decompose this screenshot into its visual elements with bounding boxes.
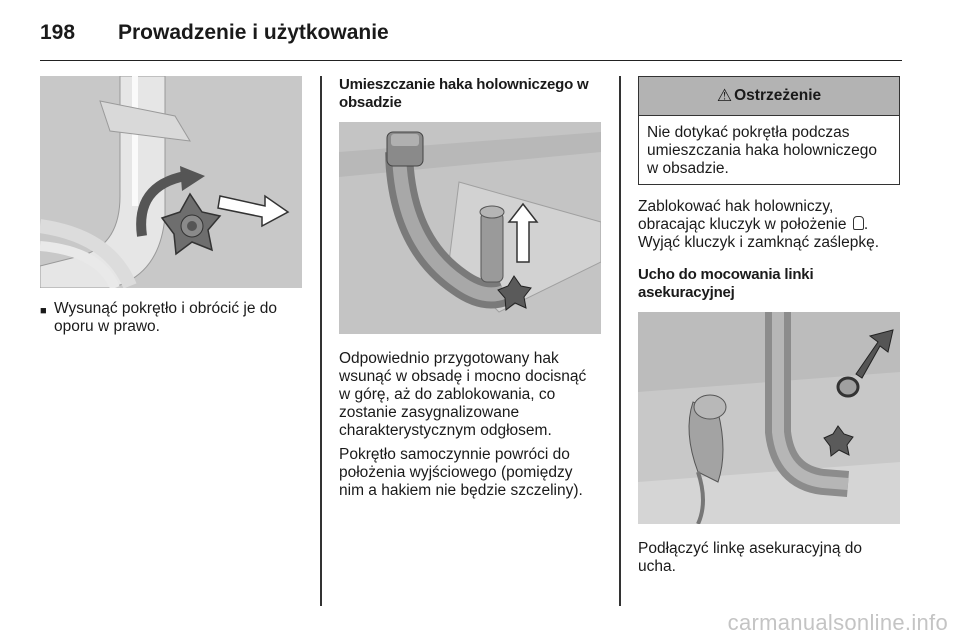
paragraph: Podłączyć linkę asekuracyjną do ucha. <box>638 540 863 575</box>
paragraph <box>638 198 900 252</box>
lock-key-position-icon <box>853 216 864 230</box>
paragraph-part: Wyjąć kluczyk i zamknąć zaślepkę. <box>638 234 880 251</box>
instruction-bullet <box>40 300 302 336</box>
paragraph-part: . <box>863 216 869 233</box>
column-divider <box>619 76 621 606</box>
paragraph: Pokrętło samoczynnie powróci do położenia wyjściowego (pomiędzy nim a hakiem nie będzie szczeliny). <box>339 446 583 499</box>
section-heading: Umieszczanie haka holowniczego w obsadzie <box>339 76 589 111</box>
bullet-mark: ■ <box>40 305 47 317</box>
figure-hook-insert <box>339 122 601 334</box>
column-divider <box>320 76 322 606</box>
warning-body <box>639 116 899 184</box>
watermark: carmanualsonline.info <box>727 610 948 635</box>
column-1 <box>40 76 302 336</box>
page-header <box>40 20 902 61</box>
paragraph: Odpowiednio przygotowany hak wsunąć w obsadę i mocno docisnąć w górę, aż do zablokowania, co zostanie zasygnalizowane charakterystycznym odgłosem. <box>339 350 587 439</box>
column-2 <box>339 76 601 500</box>
warning-header <box>639 77 899 116</box>
figure-safety-eye <box>638 312 900 524</box>
paragraph-part: Zablokować hak holowniczy, obracając kluczyk w położenie <box>638 198 847 233</box>
column-3 <box>638 76 900 576</box>
bullet-text: Wysunąć pokrętło i obrócić je do oporu w prawo. <box>54 300 277 335</box>
warning-title: Ostrzeżenie <box>734 87 822 104</box>
warning-box <box>638 76 900 185</box>
figure-knob-rotate <box>40 76 302 288</box>
page-number: 198 <box>40 21 76 44</box>
warning-icon: ⚠ <box>716 86 733 105</box>
warning-text: Nie dotykać pokrętła podczas umieszczania haka holowniczego w obsadzie. <box>647 124 878 177</box>
page-title: Prowadzenie i użytkowanie <box>118 21 389 44</box>
section-heading: Ucho do mocowania linki asekuracyjnej <box>638 266 814 301</box>
